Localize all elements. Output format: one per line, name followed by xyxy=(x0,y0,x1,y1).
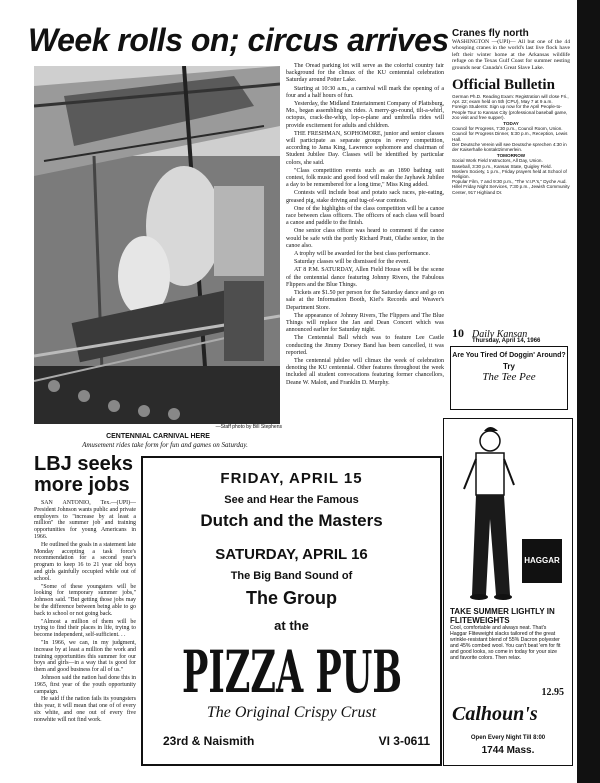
main-story-paragraph: The appearance of Johnny Rivers, The Flippers and The Blue Things will replace the Jan and Dean Concert which was announced earlier for Saturday night. xyxy=(286,312,444,334)
pizza-ad-friday: FRIDAY, APRIL 15 xyxy=(220,470,363,487)
haggar-body: Cool, comfortable and always neat. That's Haggar Fliteweight slacks tailored of the great wrinkle-resistant blend of 55% Dacron polyester and 45% combed wool. You can't beat 'em for fit and good looks, so come in today for your size and favorite colors. Then relax. xyxy=(450,625,561,661)
main-story-paragraph: One senior class officer was heard to comment if the canoe would be safe with the portly Richard Pratt, Olathe senior, in the canoe also. xyxy=(286,228,444,249)
photo-caption-title: CENTENNIAL CARNIVAL HERE xyxy=(106,433,210,440)
photo-credit: —Staff photo by Bill Stephens xyxy=(215,424,282,430)
main-story-paragraph: THE FRESHMAN, SOPHOMORE, junior and senior classes will participate as separate groups in every competition, according to Jama King, Lawrence sophomore and chairman of Student Jubilee Day. Classes will be identified by particular colors, she said. xyxy=(286,130,444,166)
main-story-paragraph: Contests will include boat and potato sack races, pie-eating, greased pig, stake driving and tug-of-war contests. xyxy=(286,190,444,204)
bulletin-list xyxy=(452,94,570,195)
teepee-question: Are You Tired Of Doggin' Around? xyxy=(452,352,566,359)
main-story-paragraph: Yesterday, the Midland Entertainment Company of Plattsburg, Mo., began assembling six rides. A merry-go-round, tilt-a-whirl, octopus, crack-the-whip, lop-o-plane and umbrella rides will provide excitement for adults and children. xyxy=(286,101,444,129)
haggar-label: HAGGAR xyxy=(524,556,560,565)
pizza-ad-big-band: The Big Band Sound of xyxy=(230,570,353,582)
lbj-story-paragraph: He outlined the goals in a statement late Monday accepting a task force's recommendation for a second year's program to keep 16 to 21 year old boys and girls gainfully occupied while out of school. xyxy=(34,541,136,582)
pizza-pub-logo-text: PIZZA PUB xyxy=(182,638,402,702)
bulletin-item: Baseball, 3:30 p.m., Kansas State, Quigley Field. xyxy=(452,163,552,169)
carnival-photo-illustration xyxy=(34,66,280,424)
bulletin-item: Moslem Society, 1 p.m., Friday prayers held at School of Religion. xyxy=(452,168,567,180)
cranes-headline: Cranes fly north xyxy=(452,28,529,39)
lbj-story-paragraph: He said if the nation fails its youngsters this year, it will mean that one of of every six white, and one out of every five nonwhite will not find work. xyxy=(34,696,136,723)
calhouns-address: 1744 Mass. xyxy=(481,745,535,756)
main-story-paragraph: A trophy will be awarded for the best class performance. xyxy=(294,251,430,258)
pizza-ad-at-the: at the xyxy=(274,618,309,633)
bulletin-item: TODAY xyxy=(503,121,519,127)
bulletin-item: Social Work Field Instructors, All Day, Union. xyxy=(452,158,543,164)
pizza-ad-saturday: SATURDAY, APRIL 16 xyxy=(215,546,368,563)
pizza-ad-see-hear: See and Hear the Famous xyxy=(224,494,359,506)
man-in-slacks-illustration xyxy=(444,419,572,609)
haggar-price: 12.95 xyxy=(541,687,564,698)
main-story-paragraph: One of the highlights of the class competition will be a canoe race between class officers. The officers of each class will board a canoe and paddle to the finish. xyxy=(286,205,444,227)
bulletin-item: Council for Progress, 7:30 p.m., Council Room, Union. xyxy=(452,126,563,132)
photo-caption: Amusement rides take form for fun and games on Saturday. xyxy=(82,441,248,449)
bulletin-title: Official Bulletin xyxy=(452,77,555,94)
lbj-story-paragraph: SAN ANTONIO, Tex.—(UPI)— President Johnson wants public and private employers to "increase by at least a million" the summer job and training opportunities for young Americans in 1966. xyxy=(34,500,136,540)
haggar-copy xyxy=(450,607,564,661)
bulletin-item: German Ph.D. Reading Exam: Registration will close Fri., Apr. 22; exam held on 5th (CPU), May 7 at 9 a.m. xyxy=(452,94,569,105)
bulletin-item: Hillel Friday Night Services, 7:30 p.m., Jewish Community Center, 917 Highland Dr. xyxy=(452,184,570,195)
calhouns-logo: Calhoun's xyxy=(452,703,538,725)
bulletin-item: Foreign Students: Sign up now for the April People-to-People Tour to Kansas City (professional baseball game, zoo visit and free supper). xyxy=(452,104,568,120)
main-story-paragraph: The centennial jubilee will climax the week of celebration denoting the KU centennial. Other features throughout the week included all student convocations featuring former chancellors, Deane W. Malott, and Franklin D. Murphy. xyxy=(286,357,444,386)
lbj-headline: LBJ seeks more jobs xyxy=(34,453,133,496)
bulletin-item: TOMORROW xyxy=(496,153,526,159)
lbj-story-body xyxy=(34,500,136,770)
main-story-paragraph: Saturday classes will be dismissed for the event. xyxy=(294,259,410,266)
calhouns-hours: Open Every Night Till 8:00 xyxy=(470,735,546,741)
main-headline: Week rolls on; circus arrives xyxy=(28,22,449,58)
bulletin-item: Der Deutsche Verein will see Deutsche sprechen 4:30 in der Kaiserhalle kontaktzimmerlein. xyxy=(452,141,567,153)
calhouns-ad xyxy=(443,418,573,766)
lbj-story-paragraph: "Almost a million of them will be trying to find their places in life, trying to become independent, self-sufficient. . . xyxy=(34,618,136,639)
pizza-pub-logo xyxy=(179,638,405,702)
cranes-body: WASHINGTON —(UPI)— All but one of the 44 whooping cranes in the world's last live flock have left their winter home at the Arkansas wildlife refuge on the Texas Gulf Coast for summer nesting grounds near Canada's Great Slave Lake. xyxy=(452,39,570,71)
teepee-try: Try xyxy=(502,362,515,371)
pizza-tagline: The Original Crispy Crust xyxy=(206,704,377,721)
main-story-paragraph: "Class competition events such as an 1890 bathing suit contest, folk music and good food will make the Jayhawk Jubilee a day to be remembered for a long time," Miss King added. xyxy=(286,167,444,189)
teepee-name: The Tee Pee xyxy=(482,371,536,383)
main-story-paragraph: AT 8 P.M. SATURDAY, Allen Field House will be the scene of the centennial dance featuring Johnny Rivers, the Fabulous Flippers and the Blue Things. xyxy=(286,267,444,288)
lbj-story-paragraph: Johnson said the nation had done this in 1965, first year of the youth opportunity campaign. xyxy=(34,674,136,695)
right-column xyxy=(452,28,570,195)
carnival-photo xyxy=(34,66,280,424)
pizza-address: 23rd & Naismith xyxy=(163,734,255,748)
pizza-ad-band2: The Group xyxy=(246,588,337,608)
page-number: 10 xyxy=(452,326,464,340)
pizza-ad-band1: Dutch and the Masters xyxy=(200,511,383,530)
main-story-paragraph: Starting at 10:30 a.m., a carnival will mark the opening of a four and a half hours of fun. xyxy=(286,85,444,99)
teepee-ad xyxy=(450,346,568,410)
lbj-story-paragraph: "In 1966, we can, in my judgment, increase by at least a million the work and training opportunities this summer for our boys and girls—in a way that is good for them and good business for all of us." xyxy=(34,639,136,674)
lbj-story-paragraph: "Some of these youngsters will be looking for temporary summer jobs," Johnson said. "But getting those jobs may be the difference between being able to go back to school or not going back. xyxy=(34,583,136,617)
bulletin-item: Popular Film, 7 and 9:30 p.m., "The V.I.P.'s," Dyche Aud. xyxy=(452,179,567,185)
main-story-paragraph: The Oread parking lot will serve as the colorful country fair background for the climax of the KU centennial celebration Saturday around Potter Lake. xyxy=(286,63,444,84)
issue-date: Thursday, April 14, 1966 xyxy=(472,338,541,344)
pizza-phone: VI 3-0611 xyxy=(378,734,430,748)
pizza-pub-ad xyxy=(141,456,442,766)
paper-name: Daily Kansan xyxy=(472,329,528,340)
haggar-headline: TAKE SUMMER LIGHTLY IN FLITEWEIGHTS xyxy=(450,607,555,625)
main-story-body xyxy=(286,63,444,388)
bulletin-item: Council for Progress Dinner, 5:30 p.m., Reception, Lewis Hall. xyxy=(452,131,568,142)
main-story-paragraph: Tickets are $1.50 per person for the Saturday dance and go on sale at the Information Booth, Kief's Records and Weaver's Department Store. xyxy=(286,290,444,311)
main-story-paragraph: The Centennial Ball which was to feature Lee Castle conducting the Jimmy Dorsey Band has been cancelled, it was reported. xyxy=(286,335,444,356)
folio xyxy=(452,326,572,344)
page-edge-band xyxy=(577,0,600,783)
